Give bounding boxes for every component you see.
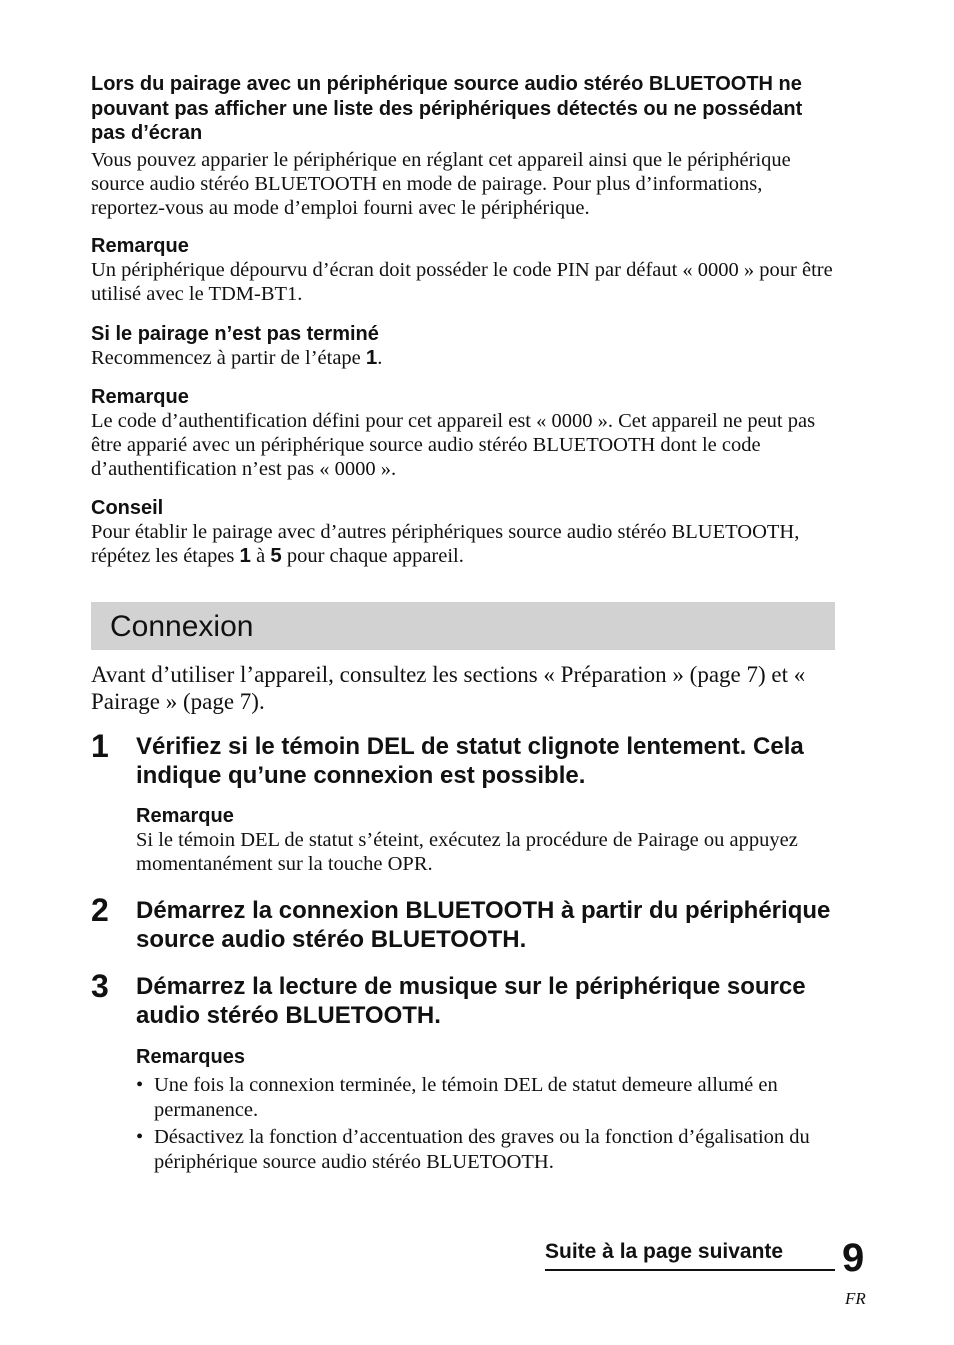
tip-text: Pour établir le pairage avec d’autres périphériques source audio stéréo BLUETOOTH, répétez les étapes 1 à 5 pour chaque appareil. <box>91 521 800 567</box>
note-auth-code-label: Remarque <box>91 386 189 408</box>
language-code: FR <box>845 1289 866 1308</box>
note-auth-code-text: Le code d’authentification défini pour cet appareil est « 0000 ». Cet appareil ne peut pas être apparié avec un périphérique source audio stéréo BLUETOOTH dont le code d’authentification n’est pas « 0000 ». <box>91 410 816 480</box>
step-reference-start: 1 <box>239 544 251 567</box>
tip-label: Conseil <box>91 497 164 519</box>
note-auth-code-section <box>91 385 836 481</box>
step-reference: 1 <box>365 346 378 369</box>
step-number: 1 <box>91 728 109 764</box>
section-title: Connexion <box>110 610 254 643</box>
step-3-notes <box>136 1045 836 1175</box>
step-1-note-label: Remarque <box>136 805 234 827</box>
note-pin-section <box>91 234 836 306</box>
step-3 <box>91 970 836 1180</box>
step-text: Vérifiez si le témoin DEL de statut clignote lentement. Cela indique qu’une connexion est possible. <box>136 733 804 789</box>
step-text: Démarrez la lecture de musique sur le périphérique source audio stéréo BLUETOOTH. <box>136 973 806 1029</box>
pairing-no-display-text: Vous pouvez apparier le périphérique en réglant cet appareil ainsi que le périphérique source audio stéréo BLUETOOTH en mode de pairage. Pour plus d’informations, reportez-vous au mode d’emploi fourni avec le périphérique. <box>91 148 791 219</box>
pairing-not-completed-label: Si le pairage n’est pas terminé <box>91 323 379 345</box>
note-pin-text: Un périphérique dépourvu d’écran doit posséder le code PIN par défaut « 0000 » pour être utilisé avec le TDM-BT1. <box>91 259 833 305</box>
step-3-notes-list <box>136 1073 836 1175</box>
step-text: Démarrez la connexion BLUETOOTH à partir du périphérique source audio stéréo BLUETOOTH. <box>136 897 831 953</box>
step-number: 3 <box>91 968 109 1004</box>
step-1-note <box>136 804 836 876</box>
step-1-note-text: Si le témoin DEL de statut s’éteint, exécutez la procédure de Pairage ou appuyez momentanément sur la touche OPR. <box>136 829 798 875</box>
pairing-not-completed-section <box>91 322 836 370</box>
step-3-notes-label: Remarques <box>136 1046 245 1068</box>
pairing-no-display-heading: Lors du pairage avec un périphérique source audio stéréo BLUETOOTH ne pouvant pas afficher une liste des périphériques détectés ou ne possédant pas d’écran <box>91 73 803 144</box>
step-reference-end: 5 <box>270 544 282 567</box>
list-item: • Désactivez la fonction d’accentuation des graves ou la fonction d’égalisation du périphérique source audio stéréo BLUETOOTH. <box>136 1126 810 1173</box>
step-number: 2 <box>91 892 109 928</box>
section-banner <box>91 602 835 650</box>
list-item: • Une fois la connexion terminée, le témoin DEL de statut demeure allumé en permanence. <box>136 1074 778 1121</box>
step-1 <box>91 730 836 890</box>
footer-rule <box>545 1269 835 1271</box>
continued-next-page: Suite à la page suivante <box>545 1240 784 1263</box>
tip-section <box>91 496 836 568</box>
note-pin-label: Remarque <box>91 235 189 257</box>
section-intro: Avant d’utiliser l’appareil, consultez les sections « Préparation » (page 7) et « Pairage » (page 7). <box>91 662 806 714</box>
pairing-no-display-section <box>91 72 836 220</box>
step-2 <box>91 894 836 964</box>
page-number: 9 <box>842 1236 865 1280</box>
pairing-not-completed-text: Recommencez à partir de l’étape 1. <box>91 346 383 369</box>
